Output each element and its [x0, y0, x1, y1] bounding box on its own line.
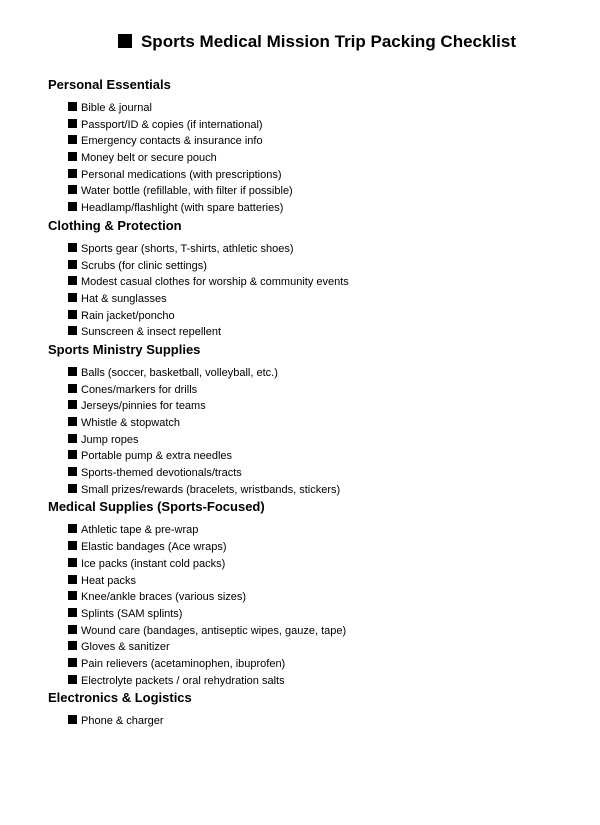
section-heading: Electronics & Logistics: [48, 690, 192, 706]
checked-checkbox-icon: [68, 434, 77, 443]
checklist-item-label: Money belt or secure pouch: [81, 152, 217, 165]
checklist-item-label: Pain relievers (acetaminophen, ibuprofen): [81, 657, 286, 670]
checked-checkbox-icon: [68, 591, 77, 600]
checklist-item-label: Passport/ID & copies (if international): [81, 118, 263, 131]
checked-checkbox-icon: [68, 450, 77, 459]
checklist-item-label: Sunscreen & insect repellent: [81, 326, 222, 339]
section-heading: Clothing & Protection: [48, 217, 182, 233]
filled-square-icon: [118, 34, 132, 48]
checked-checkbox-icon: [68, 293, 77, 302]
document-title: [0, 32, 600, 52]
checklist-item: [68, 100, 600, 117]
checked-checkbox-icon: [68, 119, 77, 128]
checklist-section: [48, 217, 600, 341]
section-item-list: [48, 522, 600, 689]
checklist-item: [68, 415, 600, 432]
checklist-item: [68, 291, 600, 308]
checklist-item-label: Modest casual clothes for worship & community events: [81, 276, 349, 289]
checklist-item: [68, 606, 600, 623]
checked-checkbox-icon: [68, 400, 77, 409]
checked-checkbox-icon: [68, 260, 77, 269]
checklist-item-label: Whistle & stopwatch: [81, 417, 181, 429]
section-item-list: [48, 100, 600, 217]
checklist-item-label: Elastic bandages (Ace wraps): [81, 541, 227, 554]
checklist-section: [48, 76, 600, 217]
checklist-item: [68, 183, 600, 200]
checklist-item-label: Wound care (bandages, antiseptic wipes, gauze, tape): [81, 624, 347, 637]
checklist-sections: [48, 76, 600, 730]
checklist-item-label: Hat & sunglasses: [81, 292, 167, 305]
checked-checkbox-icon: [68, 658, 77, 667]
checked-checkbox-icon: [68, 169, 77, 178]
checklist-item-label: Cones/markers for drills: [81, 383, 198, 396]
checklist-item-label: Water bottle (refillable, with filter if possible): [81, 185, 293, 198]
document-page: [0, 32, 600, 825]
section-heading: Medical Supplies (Sports-Focused): [48, 499, 265, 515]
checklist-item-label: Portable pump & extra needles: [81, 450, 233, 463]
checklist-item: [68, 150, 600, 167]
checked-checkbox-icon: [68, 367, 77, 376]
checklist-item: [68, 556, 600, 573]
checklist-item-label: Electrolyte packets / oral rehydration salts: [81, 674, 285, 687]
checklist-item: [68, 465, 600, 482]
checked-checkbox-icon: [68, 135, 77, 144]
checked-checkbox-icon: [68, 152, 77, 161]
checklist-item: [68, 573, 600, 590]
checklist-item-label: Personal medications (with prescriptions): [81, 168, 282, 181]
checklist-item-label: Heat packs: [81, 574, 137, 587]
checked-checkbox-icon: [68, 558, 77, 567]
section-item-list: [48, 713, 600, 730]
checklist-item: [68, 522, 600, 539]
checklist-item: [68, 274, 600, 291]
checked-checkbox-icon: [68, 484, 77, 493]
checked-checkbox-icon: [68, 625, 77, 634]
checked-checkbox-icon: [68, 641, 77, 650]
checklist-item: [68, 258, 600, 275]
checked-checkbox-icon: [68, 202, 77, 211]
checked-checkbox-icon: [68, 575, 77, 584]
checked-checkbox-icon: [68, 185, 77, 194]
checklist-item: [68, 167, 600, 184]
section-item-list: [48, 365, 600, 499]
checklist-item-label: Knee/ankle braces (various sizes): [81, 591, 247, 604]
checklist-item: [68, 133, 600, 150]
checklist-item: [68, 639, 600, 656]
checklist-item: [68, 482, 600, 499]
checked-checkbox-icon: [68, 102, 77, 111]
checked-checkbox-icon: [68, 524, 77, 533]
checklist-section: [48, 689, 600, 730]
section-item-list: [48, 241, 600, 341]
checklist-item: [68, 308, 600, 325]
checklist-item: [68, 432, 600, 449]
checklist-item-label: Gloves & sanitizer: [81, 641, 170, 654]
checklist-item-label: Sports gear (shorts, T-shirts, athletic shoes): [81, 242, 294, 255]
checklist-item: [68, 365, 600, 382]
checklist-item-label: Bible & journal: [81, 102, 152, 114]
checklist-item-label: Ice packs (instant cold packs): [81, 557, 226, 570]
checklist-item: [68, 623, 600, 640]
checklist-item: [68, 539, 600, 556]
checklist-item: [68, 673, 600, 690]
checklist-item: [68, 382, 600, 399]
checklist-item-label: Headlamp/flashlight (with spare batteries): [81, 202, 284, 215]
checked-checkbox-icon: [68, 467, 77, 476]
checklist-section: [48, 498, 600, 689]
checked-checkbox-icon: [68, 384, 77, 393]
checklist-item: [68, 713, 600, 730]
section-heading: Personal Essentials: [48, 77, 171, 92]
checked-checkbox-icon: [68, 326, 77, 335]
checklist-item-label: Splints (SAM splints): [81, 607, 183, 620]
checklist-item: [68, 656, 600, 673]
checklist-section: [48, 341, 600, 499]
checked-checkbox-icon: [68, 541, 77, 550]
checklist-item-label: Phone & charger: [81, 715, 164, 728]
checklist-item-label: Small prizes/rewards (bracelets, wristbands, stickers): [81, 483, 341, 496]
checklist-item-label: Sports-themed devotionals/tracts: [81, 467, 242, 480]
checklist-item-label: Balls (soccer, basketball, volleyball, etc.): [81, 366, 278, 379]
checked-checkbox-icon: [68, 417, 77, 426]
checked-checkbox-icon: [68, 276, 77, 285]
checklist-item: [68, 117, 600, 134]
checklist-item: [68, 589, 600, 606]
checked-checkbox-icon: [68, 243, 77, 252]
checked-checkbox-icon: [68, 310, 77, 319]
checklist-item-label: Scrubs (for clinic settings): [81, 259, 207, 272]
checked-checkbox-icon: [68, 608, 77, 617]
checklist-item: [68, 324, 600, 341]
checklist-item-label: Rain jacket/poncho: [81, 309, 175, 322]
checklist-item-label: Athletic tape & pre-wrap: [81, 524, 199, 537]
checklist-item-label: Emergency contacts & insurance info: [81, 135, 263, 148]
document-title-text: Sports Medical Mission Trip Packing Checklist: [140, 32, 517, 51]
checklist-item-label: Jump ropes: [81, 433, 139, 446]
checklist-item-label: Jerseys/pinnies for teams: [81, 400, 206, 413]
checklist-item: [68, 448, 600, 465]
checklist-item: [68, 398, 600, 415]
checked-checkbox-icon: [68, 715, 77, 724]
checklist-item: [68, 200, 600, 217]
checklist-item: [68, 241, 600, 258]
section-heading: Sports Ministry Supplies: [48, 341, 201, 357]
checked-checkbox-icon: [68, 675, 77, 684]
